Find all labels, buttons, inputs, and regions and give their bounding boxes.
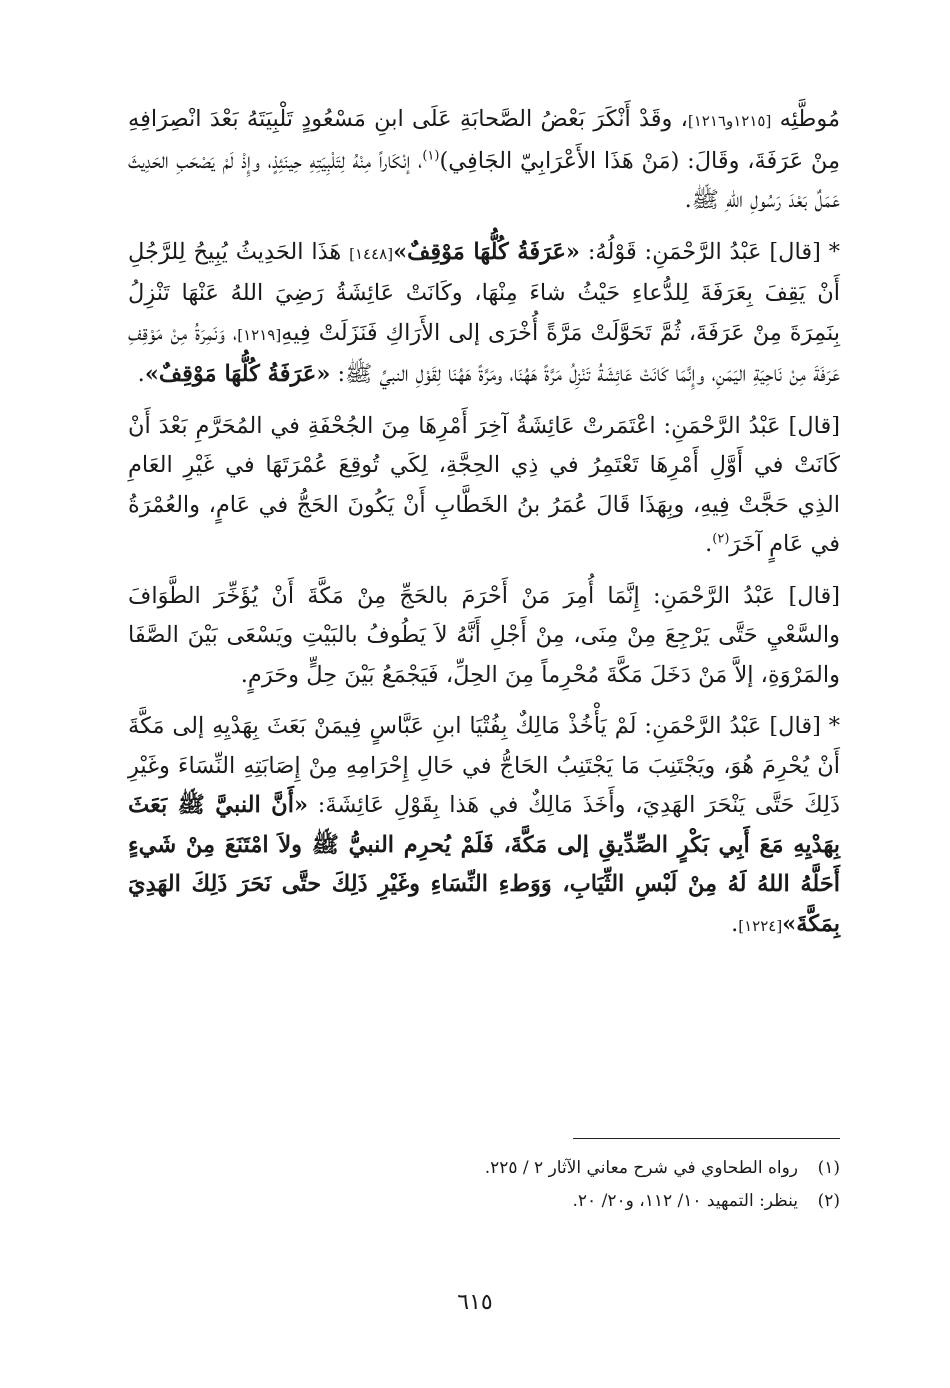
text-run: . bbox=[731, 910, 739, 937]
paragraph-4 bbox=[128, 577, 840, 696]
hadith-quote: «عَرَفَةُ كُلُّهَا مَوْقِفٌ» bbox=[393, 238, 580, 265]
main-text bbox=[128, 100, 840, 958]
footnote-divider bbox=[573, 1138, 840, 1139]
footnote-marker: (١) bbox=[422, 148, 440, 163]
footnote-text: رواه الطحاوي في شرح معاني الآثار ٢ / ٢٢٥. bbox=[484, 1158, 798, 1178]
footnote-1 bbox=[128, 1152, 840, 1185]
text-run: [قال] عَبْدُ الرَّحْمَنِ: إِنَّمَا أُمِرَ مَنْ أَحْرَمَ بالحَجِّ مِنْ مَكَّةَ أَنْ يُؤَخِّرَ الطَّوَافَ والسَّعْيِ حَتَّى يَرْجِعَ مِنْ مِنَى، مِنْ أَجْلِ أَنَّهُ لاَ يَطُوفُ بالبَيْتِ ويَسْعَى بَيْنَ الصَّفَا والمَرْوَةِ، إلاَّ مَنْ دَخَلَ مَكَّةَ مُحْرِماً مِنَ الحِلِّ، فَيَجْمَعُ بَيْنَ حِلٍّ وحَرَمٍ. bbox=[128, 582, 840, 688]
paragraph-2 bbox=[128, 233, 840, 395]
footnote-number: (١) bbox=[817, 1158, 840, 1178]
page-number: ٦١٥ bbox=[457, 1290, 493, 1315]
paragraph-1 bbox=[128, 100, 840, 221]
text-run: ، وقَدْ أَنْكَرَ بَعْضُ الصَّحابَةِ عَلَى ابنِ مَسْعُودٍ تَلْبِيَتَهُ بَعْدَ انْصِرَافِهِ مِنْ عَرَفَةَ، وقَالَ: (مَنْ هَذَا الأَعْرَابِيّ الجَافِي) bbox=[128, 106, 841, 174]
footnotes bbox=[128, 1152, 840, 1218]
text-run: . bbox=[137, 361, 145, 387]
text-run: * [قال] عَبْدُ الرَّحْمَنِ: قَوْلُهُ: bbox=[580, 238, 840, 265]
text-run: هَذَا الحَدِيثُ يُبِيحُ لِلرَّجُلِ أَنْ يَقِفَ بِعَرَفَةَ لِلدُّعاءِ حَيْثُ شاءَ مِنْهَا، وكَانَتْ عَائِشَةُ رَضِيَ اللهُ عَنْهَا تَنْزِلُ بِنَمِرَةَ مِنْ عَرَفَةَ، ثُمَّ تَحَوَّلَتْ مَرَّةً أُخْرَى إلى الأَرَاكِ فَنَزَلَتْ فِيهِ bbox=[128, 238, 841, 346]
text-run: [قال] عَبْدُ الرَّحْمَنِ: اعْتَمَرتْ عَائِشَةُ آخِرَ أَمْرِهَا مِنَ الجُحْفَةِ في المُحَرَّمِ بَعْدَ أَنْ كَانَتْ في أَوَّلِ أَمْرِهَا تَعْتَمِرُ في ذِي الحِجَّةِ، لِكَي تُوقِعَ عُمْرَتَهَا في غَيْرِ العَامِ الذِي حَجَّتْ فِيهِ، وبِهَذَا قَالَ عُمَرُ بنُ الخَطَّابِ أَنْ يَكُونَ الحَجُّ في عَامٍ، والعُمْرَةُ في عَامٍ آخَرَ bbox=[128, 412, 840, 557]
footnote-number: (٢) bbox=[817, 1191, 840, 1211]
text-run: * [قال] عَبْدُ الرَّحْمَنِ: لَمْ يَأْخُذْ مَالِكٌ بِفُتْيَا ابنِ عَبَّاسٍ فِيمَنْ بَعَثَ بِهَدْيِهِ إلى مَكَّةَ أَنْ يُحْرِمَ هُوَ، ويَجْتَنِبَ مَا يَجْتَنِبُ الحَاجُّ في حَالِ إِحْرَامِهِ مِنْ إِصَابَتِهِ النِّسَاءَ وغَيْرِ ذَلِكَ حَتَّى يَنْحَرَ الهَدِيَ، وأَخَذَ مَالِكٌ في هَذا بِقَوْلِ عَائِشَةَ: bbox=[128, 713, 840, 818]
footnote-2 bbox=[128, 1185, 840, 1218]
hadith-ref: [١٢٢٤] bbox=[738, 916, 783, 935]
hadith-ref: [١٢١٥و١٢١٦] bbox=[687, 112, 772, 130]
footnote-marker: (٢) bbox=[712, 531, 730, 547]
hadith-quote: «عَرَفَةُ كُلُّهَا مَوْقِفٌ» bbox=[144, 361, 331, 387]
text-run: ، إنْكَاراً مِنْهُ لِتَلْبِيَتِهِ حِينَئِذٍ، وإِذْ لَمْ يَصْحَبِ الحَدِيثَ عَمَلٌ بَعْدَ رَسُولِ اللهِ ﷺ. bbox=[128, 147, 840, 213]
hadith-ref: [١٤٤٨] bbox=[349, 244, 394, 263]
text-run: مُوطَّئِه bbox=[771, 106, 840, 132]
hadith-ref: [١٢١٩] bbox=[237, 325, 282, 344]
paragraph-3 bbox=[128, 407, 840, 565]
text-run: . bbox=[705, 531, 713, 557]
paragraph-5 bbox=[128, 707, 840, 946]
footnote-text: ينظر: التمهيد ١٠/ ١١٢، و٢٠/ ٢٠. bbox=[572, 1191, 798, 1211]
hadith-quote: «أَنَّ النبيَّ ﷺ بَعَثَ بِهَدْيِهِ مَعَ أَبِي بَكْرٍ الصِّدِّيقِ إلى مَكَّةَ، فَلَمْ يُحرِم النبيُّ ﷺ ولاَ امْتَنَعَ مِنْ شَيءٍ أَحَلَّهُ اللهُ لَهُ مِنْ لَبْسِ الثِّيَابِ، وَوَطءِ النِّسَاءِ وغَيْرِ ذَلِكَ حتَّى نَحَرَ ذَلِكَ الهَدِيَ بِمَكَّةَ» bbox=[128, 792, 840, 937]
text-run: ، وَنَمِرَةُ مِنْ مَوْقِفِ عَرَفَةَ مِنْ نَاحِيَةِ اليَمَنِ، وإِنَّمَا كَانَتْ عَائِشَةُ تَنْزِلُ مَرَّةً هَهُنَا، ومَرَّةً هَهُنَا لِقَوْلِ النبيِّ ﷺ: bbox=[128, 319, 840, 387]
